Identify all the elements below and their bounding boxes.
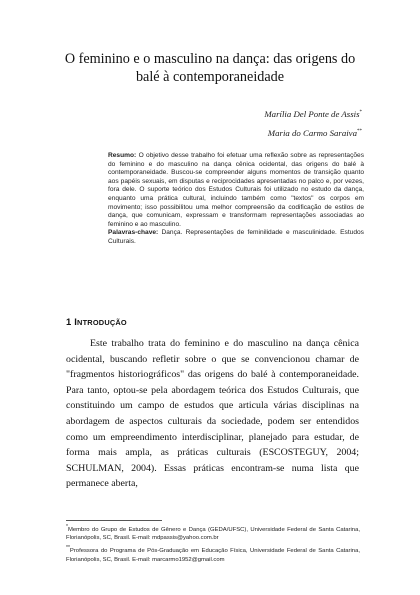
footnote-2 (66, 544, 360, 563)
keywords-label: Palavras-chave: (108, 229, 159, 237)
footnote-text: Professora do Programa de Pós-Graduação em Educação Física, Universidade Federal de Santa Catarina, Florianópolis, SC, Brasil. E-mail: marcarmo1952@gmail.com (66, 548, 360, 563)
author-name: Maria do Carmo Saraiva (267, 127, 357, 138)
abstract-resumo (108, 152, 364, 229)
author-mark: ** (357, 128, 362, 134)
footnote-text: Membro do Grupo de Estudos de Gênero e Dança (GEDA/UFSC), Universidade Federal de Santa Catarina, Florianópolis, SC, Brasil. E-mail: mdpassis@yahoo.com.br (66, 526, 360, 542)
paper-title: O feminino e o masculino na dança: das origens do balé à contemporaneidade (64, 51, 356, 85)
footnote-mark: ** (66, 545, 70, 552)
author-list (142, 104, 362, 142)
footnote-rule (66, 520, 162, 521)
abstract-keywords (108, 229, 364, 246)
section-number: 1 (66, 316, 72, 327)
footnote-1 (66, 523, 360, 542)
body-paragraph: Este trabalho trata do feminino e do masculino na dança cênica ocidental, buscando refletir sobre o que se convencionou chamar de "fragmentos historiográficos" das origens do balé à contemporaneidade. Para tanto, optou-se pela abordagem teórica dos Estudos Culturais, que constituindo um campo de estudos que articula várias disciplinas na abordagem de aspectos culturais da sociedade, podem ser entendidos como um empreendimento interdisciplinar, planejado para estudar, de forma mais ampla, as práticas culturais (ESCOSTEGUY, 2004; SCHULMAN, 2004). Essas práticas encontram-se numa lista que permanece aberta, (66, 338, 359, 490)
body-text (66, 336, 359, 492)
keywords-text: Dança. Representações de feminilidade e masculinidade. Estudos Culturais. (108, 229, 364, 245)
resumo-label: Resumo: (108, 152, 137, 159)
abstract-block (108, 152, 364, 247)
author-mark: * (359, 110, 362, 115)
resumo-text: O objetivo desse trabalho foi efetuar uma reflexão sobre as representações do feminino e do masculino na dança cênica ocidental, das origens do balé à contemporaneidade. Buscou-se compreender alguns momentos de transição quanto aos papéis sexuais, em disputas e reciprocidades apresentadas no palco e, por vezes, fora dele. O suporte teórico dos Estudos Culturais foi utilizado no estudo da dança, enquanto uma prática cultural, incluindo também como "textos" os corpos em movimento; isso possibilitou uma melhor compreensão da codificação de estilos de dança, que comunicam, expressam e transformam representações associadas ao feminino e ao masculino. (108, 152, 364, 228)
author-name: Marília Del Ponte de Assis (264, 108, 360, 119)
section-heading (66, 316, 127, 327)
section-title-first: I (74, 316, 78, 327)
section-title-rest: NTRODUÇÃO (77, 318, 127, 327)
footnote-mark: * (66, 524, 68, 530)
author-2 (142, 123, 362, 142)
footnotes (66, 523, 360, 566)
author-1 (142, 104, 362, 123)
